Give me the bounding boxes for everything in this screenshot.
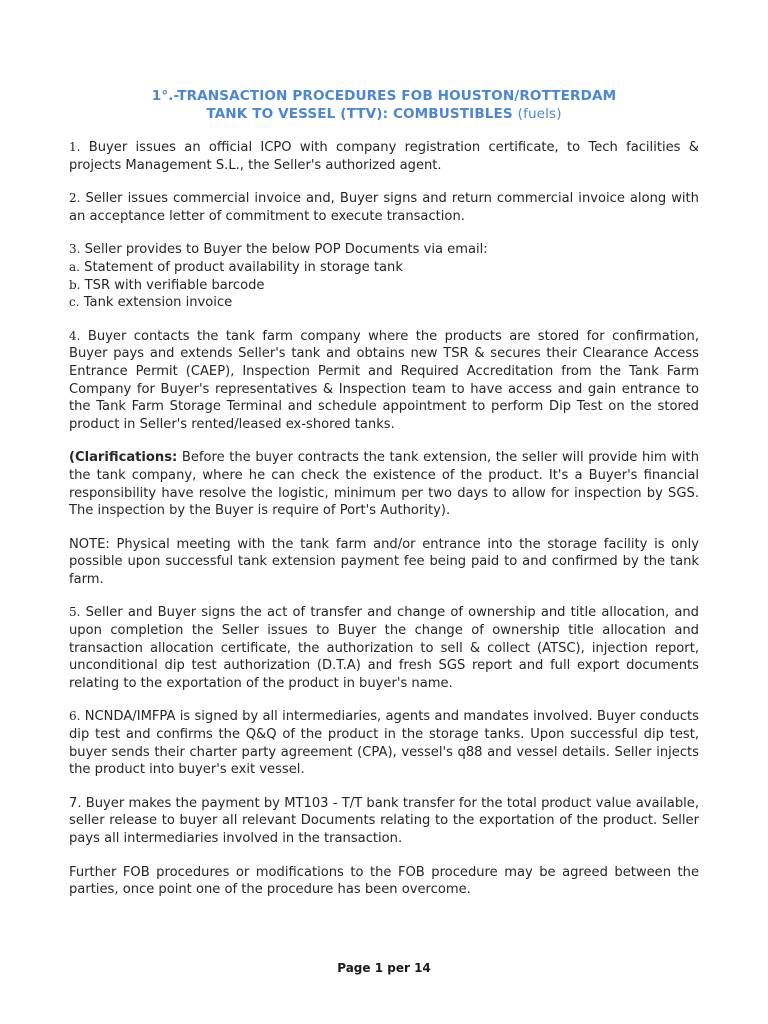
title-suffix: (fuels) [517, 106, 562, 122]
clarifications-text: Before the buyer contracts the tank extension, the seller will provide him with the tank company, where he can check the existence of the product. It's a Buyer's financial responsibility have resolve the logistic, minimum per two days to allow for inspection by SGS. The inspection by the Buyer is require of Port's Authority). [69, 450, 699, 519]
paragraph-text: Buyer makes the payment by MT103 - T/T bank transfer for the total product value available, seller release to buyer all relevant Documents relating to the exportation of the product. Seller pays all intermediaries involved in the transaction. [69, 795, 699, 846]
paragraph-6 [69, 708, 699, 778]
title-text-2: TANK TO VESSEL (TTV): COMBUSTIBLES [206, 106, 513, 122]
paragraph-3 [69, 241, 699, 259]
paragraph-number: 6. [69, 709, 81, 724]
paragraph-number: 1. [69, 140, 81, 154]
note-paragraph [69, 536, 699, 589]
pop-documents-list [69, 259, 699, 312]
paragraph-number: 3. [69, 242, 81, 257]
paragraph-text: Buyer contacts the tank farm company where the products are stored for confirmation, Buyer pays and extends Seller's tank and obtains new TSR & secures their Clearance Access Entrance Permit (CAEP), Inspection Permit and Required Accreditation from the Tank Farm Company for Buyer's representatives & Inspection team to have access and gain entrance to the Tank Farm Storage Terminal and schedule appointment to perform Dip Test on the stored product in Seller's rented/leased ex-shored tanks. [69, 328, 699, 432]
document-title-line2 [0, 106, 768, 122]
paragraph-2 [69, 190, 699, 225]
paragraph-text: Buyer issues an official ICPO with company registration certificate, to Tech facilities & projects Management S.L., the Seller's authorized agent. [69, 140, 699, 173]
paragraph-7 [69, 795, 699, 848]
paragraph-number: 4. [69, 328, 81, 343]
page-number: Page 1 per 14 [337, 961, 431, 975]
paragraph-text: Seller issues commercial invoice and, Buyer signs and return commercial invoice along with an acceptance letter of commitment to execute transaction. [69, 191, 699, 224]
clarifications-paragraph [69, 449, 699, 519]
list-letter: c. [69, 295, 80, 310]
list-letter: b. [69, 277, 81, 292]
list-text: TSR with verifiable barcode [84, 277, 265, 293]
title-text-1: 1°.-TRANSACTION PROCEDURES FOB HOUSTON/ROTTERDAM [151, 88, 617, 104]
list-text: Tank extension invoice [83, 295, 233, 311]
list-item [69, 259, 699, 277]
paragraph-4 [69, 328, 699, 434]
further-procedures-paragraph [69, 864, 699, 899]
document-body [69, 139, 699, 915]
paragraph-text: Seller and Buyer signs the act of transfer and change of ownership and title allocation, and upon completion the Seller issues to Buyer the change of ownership title allocation and transaction allocation certificate, the authorization to sell & collect (ATSC), injection report, unconditional dip test authorization (D.T.A) and fresh SGS report and full export documents relating to the exportation of the product in buyer's name. [69, 605, 699, 691]
list-item [69, 294, 699, 312]
further-text: Further FOB procedures or modifications to the FOB procedure may be agreed between the parties, once point one of the procedure has been overcome. [69, 864, 699, 898]
page-footer [0, 961, 768, 975]
paragraph-5 [69, 604, 699, 692]
paragraph-number: 5. [69, 605, 81, 620]
paragraph-number: 2. [69, 191, 81, 206]
paragraph-number: 7. [69, 795, 82, 811]
list-letter: a. [69, 259, 80, 274]
note-text: NOTE: Physical meeting with the tank farm and/or entrance into the storage facility is only possible upon successful tank extension payment fee being paid to and confirmed by the tank farm. [69, 536, 699, 587]
paragraph-text: NCNDA/IMFPA is signed by all intermediaries, agents and mandates involved. Buyer conducts dip test and confirms the Q&Q of the product in the storage tanks. Upon successful dip test, buyer sends their charter party agreement (CPA), vessel's q88 and vessel details. Seller injects the product into buyer's exit vessel. [69, 709, 699, 778]
list-item [69, 277, 699, 295]
clarifications-label: (Clarifications: [69, 450, 178, 466]
paragraph-1 [69, 139, 699, 174]
document-title-line1 [0, 88, 768, 104]
list-text: Statement of product availability in storage tank [84, 259, 403, 275]
paragraph-text: Seller provides to Buyer the below POP Documents via email: [84, 242, 488, 258]
